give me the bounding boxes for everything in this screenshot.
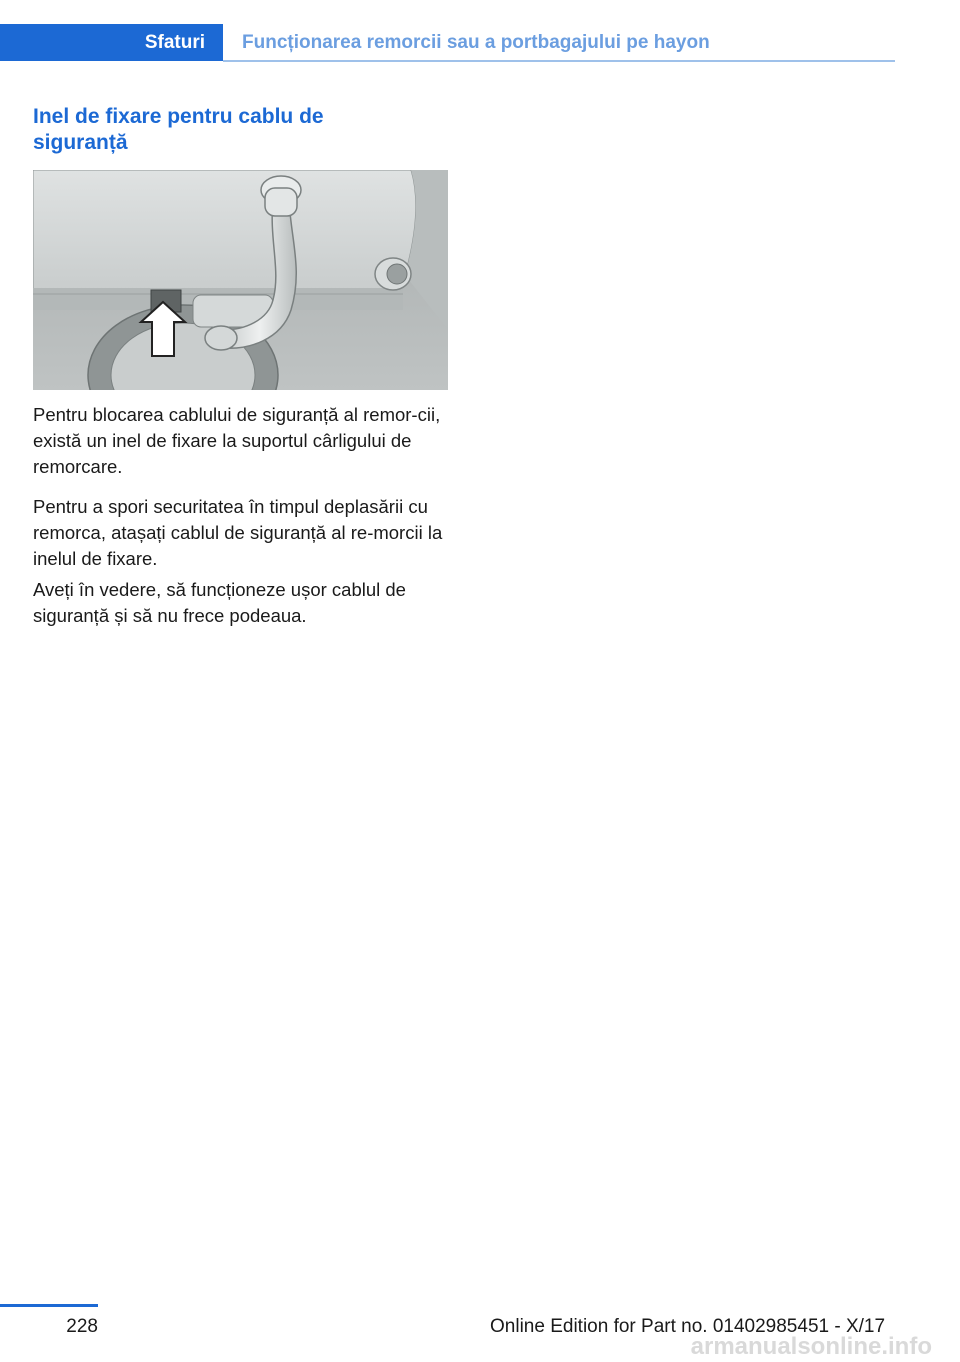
watermark: armanualsonline.info — [690, 1333, 932, 1360]
chapter-tab[interactable]: Sfaturi — [0, 24, 223, 61]
section-title: Inel de fixare pentru cablu de siguranță — [33, 105, 324, 154]
page-number: 228 — [66, 1316, 98, 1337]
section-breadcrumb[interactable]: Funcționarea remorcii sau a portbagajului pe hayon — [242, 32, 710, 53]
page-header — [0, 24, 895, 61]
paragraph-1: Pentru blocarea cablului de siguranță al remor-cii, există un inel de fixare la suportul cârligului de remorcare. — [33, 404, 441, 477]
edition-label: Online Edition for Part no. 01402985451 - X/17 — [490, 1316, 886, 1337]
paragraph-2: Pentru a spori securitatea în timpul deplasării cu remorca, atașați cablul de siguranță al re-morcii la inelul de fixare. — [33, 496, 443, 569]
footer-divider — [0, 1304, 98, 1307]
paragraph-3: Aveți în vedere, să funcționeze ușor cablul de siguranță și să nu frece podeaua. — [33, 579, 406, 626]
header-divider — [223, 60, 895, 62]
tow-hook-illustration — [33, 170, 448, 390]
